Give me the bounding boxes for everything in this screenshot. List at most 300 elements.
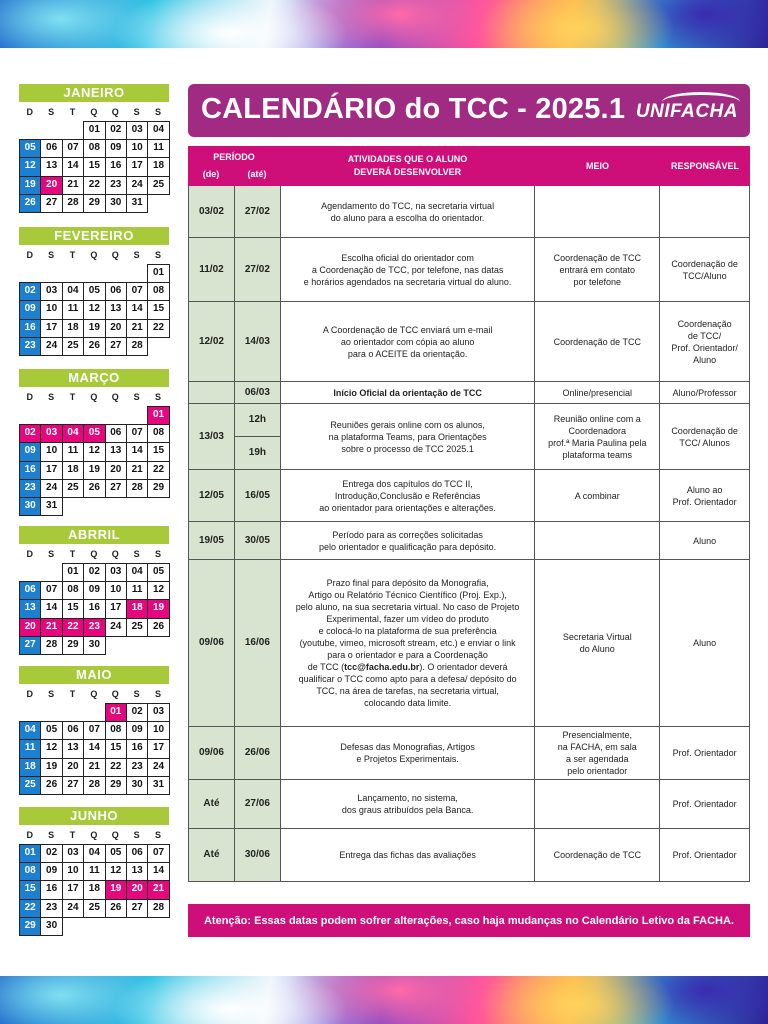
cell-de: 12/02	[189, 302, 235, 381]
empty-day	[40, 563, 62, 582]
cell-responsavel: Prof. Orientador	[660, 727, 750, 779]
day-cell: 02	[105, 121, 127, 140]
day-cell: 06	[19, 581, 41, 600]
day-cell: 07	[147, 844, 169, 863]
cell-meio: Reunião online com a Coordenadora prof.ª Maria Paulina pela plataforma teams	[535, 404, 660, 469]
weekday-label: S	[155, 392, 162, 402]
cell-meio	[535, 522, 660, 559]
month-calendar	[19, 807, 169, 935]
weekday-label: S	[133, 392, 140, 402]
day-cell: 02	[83, 563, 105, 582]
day-cell: 17	[105, 599, 127, 618]
weekday-label: T	[69, 549, 76, 559]
decorative-banner-bottom	[0, 976, 768, 1024]
cell-responsavel: Prof. Orientador	[660, 780, 750, 828]
day-cell: 16	[40, 880, 62, 899]
day-cell: 23	[19, 479, 41, 498]
day-cell: 15	[62, 599, 84, 618]
table-row	[188, 238, 750, 302]
page-title: CALENDÁRIO do TCC - 2025.1	[201, 93, 626, 125]
day-cell: 31	[147, 776, 169, 795]
day-cell: 30	[105, 194, 127, 213]
day-cell: 27	[105, 479, 127, 498]
day-cell: 21	[62, 176, 84, 195]
weekday-label: T	[69, 830, 76, 840]
cell-meio	[535, 186, 660, 237]
cell-responsavel: Coordenação de TCC/Aluno	[660, 238, 750, 301]
day-cell: 22	[19, 899, 41, 918]
empty-day	[40, 703, 62, 722]
weekday-label: T	[69, 107, 76, 117]
weekday-label: Q	[111, 549, 119, 559]
day-cell: 13	[19, 599, 41, 618]
day-grid	[19, 406, 169, 515]
weekday-label: T	[69, 689, 76, 699]
empty-day	[40, 406, 62, 425]
activity-text: ). O orientador deverá qualificar o TCC como apto para a defesa/ depósito do TCC, na área de tarefas, na secretaria virtual, colocando data limite.	[298, 662, 517, 708]
table-row	[188, 404, 750, 470]
weekday-label: D	[26, 250, 33, 260]
day-cell: 04	[19, 721, 41, 740]
day-grid	[19, 563, 169, 654]
day-cell: 20	[105, 461, 127, 480]
day-cell: 01	[105, 703, 127, 722]
day-cell: 12	[83, 442, 105, 461]
day-cell: 02	[40, 844, 62, 863]
day-cell: 17	[62, 880, 84, 899]
day-cell: 19	[40, 758, 62, 777]
empty-day	[83, 703, 105, 722]
cell-de: 12/05	[189, 470, 235, 521]
cell-ate: 30/05	[235, 522, 281, 559]
cell-ate: 26/06	[235, 727, 281, 779]
day-cell: 14	[147, 862, 169, 881]
day-cell: 23	[40, 899, 62, 918]
empty-day	[19, 406, 41, 425]
day-cell: 28	[83, 776, 105, 795]
day-cell: 05	[83, 424, 105, 443]
day-cell: 01	[147, 264, 169, 283]
month-name: ABRRIL	[19, 526, 169, 544]
day-cell: 08	[62, 581, 84, 600]
table-row	[188, 186, 750, 238]
day-cell: 12	[40, 739, 62, 758]
weekday-label: D	[26, 689, 33, 699]
day-grid	[19, 264, 169, 355]
day-cell: 11	[83, 862, 105, 881]
day-cell: 31	[126, 194, 148, 213]
day-cell: 12	[105, 862, 127, 881]
day-cell: 09	[19, 442, 41, 461]
day-cell: 29	[83, 194, 105, 213]
empty-day	[62, 264, 84, 283]
day-cell: 20	[19, 618, 41, 637]
attention-banner: Atenção: Essas datas podem sofrer alterações, caso haja mudanças no Calendário Letivo da FACHA.	[188, 904, 750, 937]
weekday-label: Q	[90, 689, 98, 699]
cell-meio: Coordenação de TCC entrará em contato por telefone	[535, 238, 660, 301]
cell-responsavel: Coordenação de TCC/ Alunos	[660, 404, 750, 469]
cell-atividade: Escolha oficial do orientador com a Coordenação de TCC, por telefone, nas datas e horários agendados na secretaria virtual do aluno.	[281, 238, 536, 301]
day-cell: 30	[126, 776, 148, 795]
header-ate: (até)	[247, 169, 267, 179]
day-cell: 12	[83, 300, 105, 319]
weekday-label: Q	[111, 689, 119, 699]
day-cell: 18	[126, 599, 148, 618]
weekday-label: Q	[90, 107, 98, 117]
day-cell: 19	[19, 176, 41, 195]
unifacha-logo: UNIFACHA	[635, 101, 738, 122]
empty-day	[40, 264, 62, 283]
day-cell: 21	[83, 758, 105, 777]
day-cell: 23	[105, 176, 127, 195]
day-cell: 01	[62, 563, 84, 582]
day-cell: 28	[126, 337, 148, 356]
day-cell: 27	[19, 636, 41, 655]
day-cell: 22	[147, 319, 169, 338]
day-cell: 30	[40, 917, 62, 936]
day-cell: 24	[40, 479, 62, 498]
day-cell: 11	[147, 139, 169, 158]
day-cell: 15	[105, 739, 127, 758]
day-cell: 25	[83, 899, 105, 918]
weekday-label: Q	[111, 392, 119, 402]
weekday-label: T	[69, 392, 76, 402]
day-cell: 25	[62, 479, 84, 498]
day-cell: 13	[105, 442, 127, 461]
weekday-label: S	[155, 107, 162, 117]
day-cell: 06	[40, 139, 62, 158]
cell-responsavel: Aluno ao Prof. Orientador	[660, 470, 750, 521]
cell-atividade	[281, 560, 536, 726]
day-cell: 01	[19, 844, 41, 863]
day-cell: 16	[105, 157, 127, 176]
month-calendar	[19, 227, 169, 355]
empty-day	[105, 264, 127, 283]
day-cell: 19	[147, 599, 169, 618]
day-cell: 15	[147, 300, 169, 319]
day-cell: 24	[105, 618, 127, 637]
cell-de: 11/02	[189, 238, 235, 301]
day-cell: 17	[126, 157, 148, 176]
day-cell: 13	[105, 300, 127, 319]
header	[188, 84, 750, 137]
day-cell: 04	[126, 563, 148, 582]
cell-responsavel: Aluno/Professor	[660, 382, 750, 403]
day-cell: 02	[19, 282, 41, 301]
day-cell: 30	[19, 497, 41, 516]
header-meio: MEIO	[585, 160, 609, 171]
empty-day	[83, 406, 105, 425]
day-cell: 07	[126, 424, 148, 443]
decorative-banner-top	[0, 0, 768, 48]
cell-meio: Online/presencial	[535, 382, 660, 403]
day-cell: 08	[147, 282, 169, 301]
empty-day	[40, 121, 62, 140]
month-calendar	[19, 84, 169, 212]
day-cell: 12	[19, 157, 41, 176]
day-cell: 23	[19, 337, 41, 356]
day-cell: 13	[40, 157, 62, 176]
cell-ate	[235, 404, 281, 469]
empty-day	[62, 703, 84, 722]
table-row	[188, 382, 750, 404]
day-cell: 11	[126, 581, 148, 600]
weekday-label: S	[48, 830, 55, 840]
day-cell: 29	[62, 636, 84, 655]
weekday-header	[19, 545, 169, 563]
day-cell: 14	[83, 739, 105, 758]
weekday-label: Q	[111, 250, 119, 260]
day-cell: 24	[126, 176, 148, 195]
day-cell: 06	[126, 844, 148, 863]
day-cell: 13	[62, 739, 84, 758]
day-cell: 27	[126, 899, 148, 918]
empty-day	[62, 406, 84, 425]
day-cell: 18	[62, 319, 84, 338]
weekday-label: S	[155, 689, 162, 699]
cell-meio: Presencialmente, na FACHA, em sala a ser agendada pelo orientador	[535, 727, 660, 779]
weekday-label: Q	[90, 392, 98, 402]
cell-de: 09/06	[189, 560, 235, 726]
header-responsavel: RESPONSÁVEL	[670, 160, 739, 171]
day-cell: 20	[126, 880, 148, 899]
day-cell: 15	[147, 442, 169, 461]
weekday-label: S	[155, 549, 162, 559]
day-cell: 28	[147, 899, 169, 918]
weekday-label: S	[133, 689, 140, 699]
weekday-header	[19, 388, 169, 406]
cell-responsavel: Aluno	[660, 522, 750, 559]
cell-ate: 27/02	[235, 238, 281, 301]
tcc-schedule-table	[188, 146, 750, 882]
table-row	[188, 560, 750, 727]
weekday-label: S	[133, 250, 140, 260]
day-cell: 14	[40, 599, 62, 618]
day-cell: 24	[62, 899, 84, 918]
day-cell: 24	[147, 758, 169, 777]
day-cell: 21	[147, 880, 169, 899]
day-cell: 05	[19, 139, 41, 158]
weekday-label: S	[133, 107, 140, 117]
day-cell: 29	[19, 917, 41, 936]
day-grid	[19, 703, 169, 794]
cell-ate: 16/06	[235, 560, 281, 726]
empty-day	[19, 121, 41, 140]
activity-text: Prazo final para depósito da Monografia, Artigo ou Relatório Técnico Científico (Proj. Exp.), pelo aluno, na sua secretaria virtual. No caso de Projeto Experimental, fazer um vídeo do produto e colocá-lo na plataforma de sua preferência (youtube, vimeo, microsoft stream, etc.) e enviar o link para o orientador e para a Coordenação de TCC (	[295, 578, 520, 672]
weekday-label: S	[48, 549, 55, 559]
day-cell: 18	[19, 758, 41, 777]
day-cell: 16	[83, 599, 105, 618]
table-row	[188, 780, 750, 829]
empty-day	[126, 264, 148, 283]
weekday-label: S	[48, 107, 55, 117]
cell-responsavel: Aluno	[660, 560, 750, 726]
cell-ate: 30/06	[235, 829, 281, 881]
weekday-label: S	[48, 392, 55, 402]
table-header	[188, 146, 750, 186]
month-name: JUNHO	[19, 807, 169, 825]
weekday-label: S	[133, 549, 140, 559]
day-cell: 29	[147, 479, 169, 498]
weekday-header	[19, 685, 169, 703]
day-cell: 03	[126, 121, 148, 140]
cell-ate: 27/02	[235, 186, 281, 237]
day-cell: 25	[126, 618, 148, 637]
day-cell: 20	[62, 758, 84, 777]
day-cell: 17	[147, 739, 169, 758]
day-cell: 10	[147, 721, 169, 740]
day-cell: 20	[40, 176, 62, 195]
table-body	[188, 186, 750, 882]
day-cell: 10	[40, 300, 62, 319]
cell-atividade: Lançamento, no sistema, dos graus atribuídos pela Banca.	[281, 780, 536, 828]
month-calendar	[19, 526, 169, 654]
weekday-label: Q	[111, 107, 119, 117]
day-cell: 05	[83, 282, 105, 301]
day-cell: 09	[126, 721, 148, 740]
day-cell: 29	[105, 776, 127, 795]
weekday-label: D	[26, 392, 33, 402]
day-cell: 26	[147, 618, 169, 637]
day-cell: 26	[105, 899, 127, 918]
day-cell: 22	[147, 461, 169, 480]
cell-ate: 16/05	[235, 470, 281, 521]
day-cell: 04	[62, 424, 84, 443]
cell-de: 09/06	[189, 727, 235, 779]
day-cell: 10	[126, 139, 148, 158]
day-cell: 27	[62, 776, 84, 795]
weekday-header	[19, 103, 169, 121]
table-row	[188, 522, 750, 560]
day-cell: 05	[105, 844, 127, 863]
header-periodo	[188, 146, 280, 186]
day-cell: 19	[105, 880, 127, 899]
day-cell: 12	[147, 581, 169, 600]
day-cell: 31	[40, 497, 62, 516]
day-cell: 06	[62, 721, 84, 740]
day-cell: 10	[40, 442, 62, 461]
cell-de: 19/05	[189, 522, 235, 559]
cell-atividade: Início Oficial da orientação de TCC	[281, 382, 536, 403]
cell-ate: 14/03	[235, 302, 281, 381]
day-cell: 19	[83, 461, 105, 480]
day-cell: 28	[62, 194, 84, 213]
day-cell: 22	[83, 176, 105, 195]
table-row	[188, 727, 750, 780]
day-cell: 18	[62, 461, 84, 480]
cell-de	[189, 382, 235, 403]
day-cell: 28	[40, 636, 62, 655]
cell-meio: Coordenação de TCC	[535, 829, 660, 881]
day-cell: 08	[147, 424, 169, 443]
day-cell: 06	[105, 282, 127, 301]
cell-responsavel: Coordenação de TCC/ Prof. Orientador/ Aluno	[660, 302, 750, 381]
cell-de: Até	[189, 780, 235, 828]
day-cell: 25	[62, 337, 84, 356]
day-cell: 14	[126, 300, 148, 319]
day-cell: 16	[19, 319, 41, 338]
day-cell: 15	[19, 880, 41, 899]
cell-meio: Coordenação de TCC	[535, 302, 660, 381]
day-cell: 07	[126, 282, 148, 301]
empty-day	[19, 563, 41, 582]
cell-ate: 06/03	[235, 382, 281, 403]
month-name: MAIO	[19, 666, 169, 684]
cell-de: 03/02	[189, 186, 235, 237]
day-cell: 01	[147, 406, 169, 425]
day-cell: 11	[19, 739, 41, 758]
day-cell: 23	[126, 758, 148, 777]
day-cell: 28	[126, 479, 148, 498]
day-cell: 17	[40, 319, 62, 338]
day-cell: 26	[19, 194, 41, 213]
cell-atividade: Período para as correções solicitadas pelo orientador e qualificação para depósito.	[281, 522, 536, 559]
cell-meio: A combinar	[535, 470, 660, 521]
weekday-label: Q	[90, 830, 98, 840]
month-calendar	[19, 666, 169, 794]
day-cell: 10	[62, 862, 84, 881]
day-cell: 22	[62, 618, 84, 637]
day-cell: 26	[40, 776, 62, 795]
day-cell: 19	[83, 319, 105, 338]
weekday-header	[19, 246, 169, 264]
day-cell: 20	[105, 319, 127, 338]
cell-atividade: Entrega dos capítulos do TCC II, Introdução,Conclusão e Referências ao orientador para orientações e alterações.	[281, 470, 536, 521]
header-periodo-label: PERÍODO	[213, 152, 255, 162]
day-cell: 09	[105, 139, 127, 158]
empty-day	[126, 406, 148, 425]
cell-atividade: A Coordenação de TCC enviará um e-mail ao orientador com cópia ao aluno para o ACEITE da orientação.	[281, 302, 536, 381]
day-cell: 26	[83, 337, 105, 356]
weekday-label: T	[69, 250, 76, 260]
day-cell: 10	[105, 581, 127, 600]
weekday-label: S	[155, 250, 162, 260]
header-atividades: ATIVIDADES QUE O ALUNO DEVERÁ DESENVOLVER	[347, 154, 468, 177]
day-cell: 30	[83, 636, 105, 655]
day-grid	[19, 844, 169, 935]
weekday-label: Q	[111, 830, 119, 840]
weekday-label: Q	[90, 549, 98, 559]
weekday-label: D	[26, 830, 33, 840]
weekday-label: D	[26, 549, 33, 559]
day-cell: 23	[83, 618, 105, 637]
day-cell: 25	[147, 176, 169, 195]
day-cell: 16	[126, 739, 148, 758]
empty-day	[19, 703, 41, 722]
table-row	[188, 829, 750, 882]
weekday-label: Q	[90, 250, 98, 260]
day-cell: 03	[40, 424, 62, 443]
day-cell: 08	[105, 721, 127, 740]
day-cell: 03	[147, 703, 169, 722]
day-grid	[19, 121, 169, 212]
weekday-label: S	[48, 250, 55, 260]
empty-day	[19, 264, 41, 283]
day-cell: 14	[62, 157, 84, 176]
day-cell: 21	[40, 618, 62, 637]
cell-atividade: Reuniões gerais online com os alunos, na plataforma Teams, para Orientações sobre o processo de TCC 2025.1	[281, 404, 536, 469]
day-cell: 27	[105, 337, 127, 356]
cell-ate-time: 19h	[248, 447, 266, 458]
day-cell: 04	[83, 844, 105, 863]
cell-atividade: Defesas das Monografias, Artigos e Projetos Experimentais.	[281, 727, 536, 779]
header-de: (de)	[202, 169, 220, 179]
day-cell: 09	[40, 862, 62, 881]
cell-ate-time: 12h	[235, 404, 280, 437]
day-cell: 03	[105, 563, 127, 582]
day-cell: 24	[40, 337, 62, 356]
day-cell: 13	[126, 862, 148, 881]
